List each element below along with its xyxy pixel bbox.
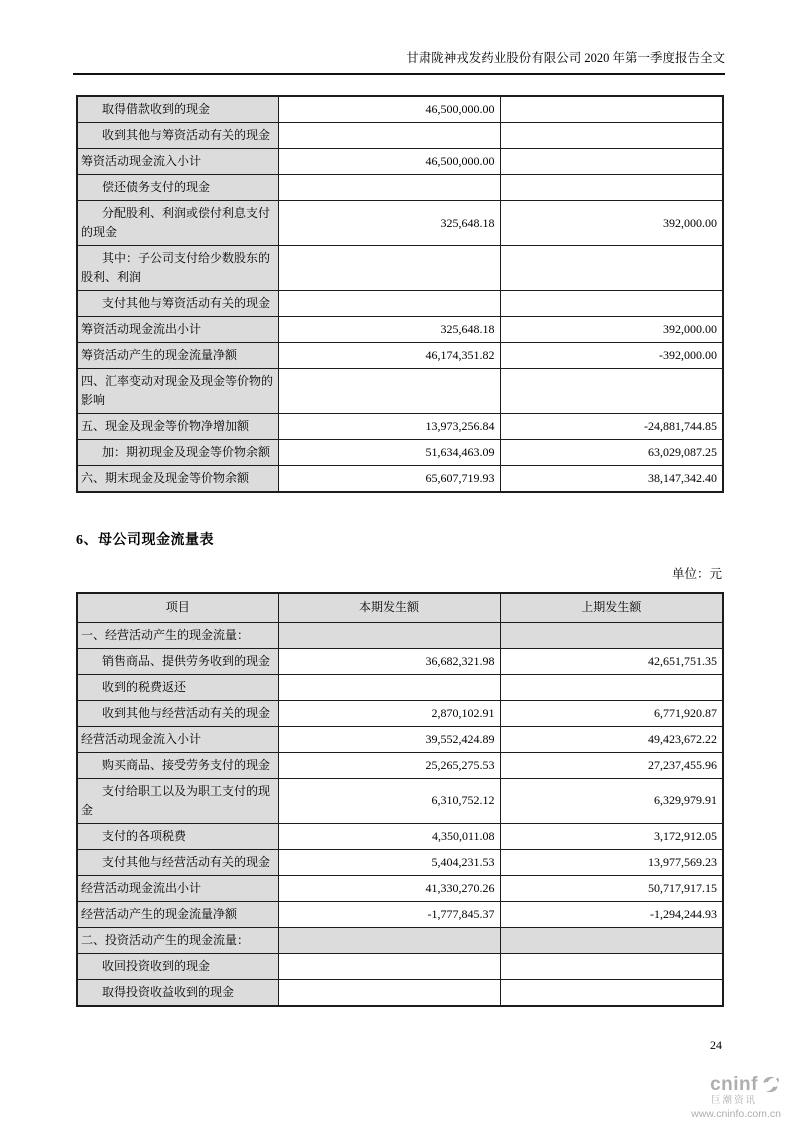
- cninfo-logo-url: www.cninfo.com.cn: [691, 1108, 781, 1120]
- column-header-item: 项目: [77, 593, 278, 622]
- row-label: 收到其他与筹资活动有关的现金: [77, 123, 278, 149]
- prior-amount-cell: 63,029,087.25: [500, 440, 723, 466]
- table-row: [77, 201, 723, 246]
- row-label: 筹资活动现金流出小计: [77, 317, 278, 343]
- prior-amount-cell: 49,423,672.22: [500, 726, 723, 752]
- row-label: 筹资活动产生的现金流量净额: [77, 343, 278, 369]
- current-amount-cell: 13,973,256.84: [278, 414, 500, 440]
- current-amount-cell: [278, 927, 500, 953]
- prior-amount-cell: 6,329,979.91: [500, 778, 723, 823]
- row-label: 经营活动产生的现金流量净额: [77, 901, 278, 927]
- current-amount-cell: [278, 369, 500, 414]
- current-amount-cell: [278, 622, 500, 648]
- row-label: 加：期初现金及现金等价物余额: [77, 440, 278, 466]
- cninfo-logo-text: cninf: [710, 1073, 758, 1095]
- prior-amount-cell: 3,172,912.05: [500, 823, 723, 849]
- row-label: 一、经营活动产生的现金流量：: [77, 622, 278, 648]
- current-amount-cell: [278, 291, 500, 317]
- prior-amount-cell: -24,881,744.85: [500, 414, 723, 440]
- current-amount-cell: 46,174,351.82: [278, 343, 500, 369]
- row-label: 收到其他与经营活动有关的现金: [77, 700, 278, 726]
- prior-amount-cell: [500, 291, 723, 317]
- prior-amount-cell: -1,294,244.93: [500, 901, 723, 927]
- page-number: 24: [710, 1038, 722, 1052]
- row-label: 支付其他与经营活动有关的现金: [77, 849, 278, 875]
- current-amount-cell: 2,870,102.91: [278, 700, 500, 726]
- table-row: [77, 875, 723, 901]
- row-label: 六、期末现金及现金等价物余额: [77, 466, 278, 493]
- current-amount-cell: 46,500,000.00: [278, 96, 500, 123]
- current-amount-cell: [278, 979, 500, 1006]
- table-row: [77, 291, 723, 317]
- prior-amount-cell: [500, 927, 723, 953]
- row-label: 支付给职工以及为职工支付的现金: [77, 778, 278, 823]
- prior-amount-cell: [500, 369, 723, 414]
- prior-amount-cell: [500, 622, 723, 648]
- prior-amount-cell: 42,651,751.35: [500, 648, 723, 674]
- row-label: 取得借款收到的现金: [77, 96, 278, 123]
- row-label: 四、汇率变动对现金及现金等价物的影响: [77, 369, 278, 414]
- prior-amount-cell: 392,000.00: [500, 317, 723, 343]
- prior-amount-cell: -392,000.00: [500, 343, 723, 369]
- prior-amount-cell: [500, 246, 723, 291]
- row-label: 取得投资收益收到的现金: [77, 979, 278, 1006]
- row-label: 支付其他与筹资活动有关的现金: [77, 291, 278, 317]
- document-header: 甘肃陇神戎发药业股份有限公司 2020 年第一季度报告全文: [73, 50, 725, 75]
- table-row: [77, 752, 723, 778]
- current-amount-cell: 25,265,275.53: [278, 752, 500, 778]
- unit-label: 单位：元: [671, 567, 722, 581]
- current-amount-cell: 4,350,011.08: [278, 823, 500, 849]
- current-amount-cell: [278, 246, 500, 291]
- cninfo-logo: [663, 1074, 781, 1121]
- row-label: 购买商品、接受劳务支付的现金: [77, 752, 278, 778]
- current-amount-cell: -1,777,845.37: [278, 901, 500, 927]
- prior-amount-cell: 27,237,455.96: [500, 752, 723, 778]
- table-row: [77, 343, 723, 369]
- prior-amount-cell: [500, 979, 723, 1006]
- prior-amount-cell: [500, 674, 723, 700]
- row-label: 经营活动现金流入小计: [77, 726, 278, 752]
- current-amount-cell: 39,552,424.89: [278, 726, 500, 752]
- current-amount-cell: 46,500,000.00: [278, 149, 500, 175]
- current-amount-cell: [278, 953, 500, 979]
- prior-amount-cell: [500, 123, 723, 149]
- prior-amount-cell: 392,000.00: [500, 201, 723, 246]
- table-row: [77, 123, 723, 149]
- column-header-current-period: 本期发生额: [278, 593, 500, 622]
- row-label: 销售商品、提供劳务收到的现金: [77, 648, 278, 674]
- cninfo-swirl-icon: [760, 1074, 781, 1095]
- row-label: 分配股利、利润或偿付利息支付的现金: [77, 201, 278, 246]
- table-row: [77, 979, 723, 1006]
- row-label: 收回投资收到的现金: [77, 953, 278, 979]
- prior-amount-cell: 6,771,920.87: [500, 700, 723, 726]
- table-row: [77, 149, 723, 175]
- prior-amount-cell: [500, 96, 723, 123]
- column-header-prior-period: 上期发生额: [500, 593, 723, 622]
- current-amount-cell: 65,607,719.93: [278, 466, 500, 493]
- prior-amount-cell: 38,147,342.40: [500, 466, 723, 493]
- table-row: [77, 823, 723, 849]
- current-amount-cell: 325,648.18: [278, 201, 500, 246]
- table-row: [77, 466, 723, 493]
- prior-amount-cell: [500, 953, 723, 979]
- table-row: [77, 246, 723, 291]
- table-row: [77, 648, 723, 674]
- table-row: [77, 927, 723, 953]
- row-label: 支付的各项税费: [77, 823, 278, 849]
- table-row: [77, 700, 723, 726]
- table-row: [77, 953, 723, 979]
- cash-flow-table-continued: [76, 95, 724, 493]
- table-row: [77, 622, 723, 648]
- prior-amount-cell: [500, 149, 723, 175]
- table-row: [77, 901, 723, 927]
- current-amount-cell: [278, 674, 500, 700]
- table-row: [77, 414, 723, 440]
- table-row: [77, 369, 723, 414]
- parent-cash-flow-table: [76, 592, 724, 1007]
- row-label: 收到的税费返还: [77, 674, 278, 700]
- table-row: [77, 849, 723, 875]
- current-amount-cell: 5,404,231.53: [278, 849, 500, 875]
- table-row: [77, 726, 723, 752]
- current-amount-cell: 36,682,321.98: [278, 648, 500, 674]
- table-row: [77, 317, 723, 343]
- row-label: 偿还债务支付的现金: [77, 175, 278, 201]
- current-amount-cell: [278, 123, 500, 149]
- table-row: [77, 778, 723, 823]
- current-amount-cell: 51,634,463.09: [278, 440, 500, 466]
- current-amount-cell: 325,648.18: [278, 317, 500, 343]
- row-label: 其中：子公司支付给少数股东的股利、利润: [77, 246, 278, 291]
- table-row: [77, 175, 723, 201]
- table-header-row: [77, 593, 723, 622]
- current-amount-cell: 6,310,752.12: [278, 778, 500, 823]
- section-title: 6、母公司现金流量表: [76, 533, 214, 548]
- prior-amount-cell: 50,717,917.15: [500, 875, 723, 901]
- table-row: [77, 96, 723, 123]
- row-label: 经营活动现金流出小计: [77, 875, 278, 901]
- prior-amount-cell: [500, 175, 723, 201]
- prior-amount-cell: 13,977,569.23: [500, 849, 723, 875]
- table-row: [77, 440, 723, 466]
- row-label: 筹资活动现金流入小计: [77, 149, 278, 175]
- current-amount-cell: 41,330,270.26: [278, 875, 500, 901]
- table-row: [77, 674, 723, 700]
- row-label: 二、投资活动产生的现金流量：: [77, 927, 278, 953]
- row-label: 五、现金及现金等价物净增加额: [77, 414, 278, 440]
- current-amount-cell: [278, 175, 500, 201]
- cninfo-logo-chinese-text: 巨潮资讯: [710, 1096, 757, 1106]
